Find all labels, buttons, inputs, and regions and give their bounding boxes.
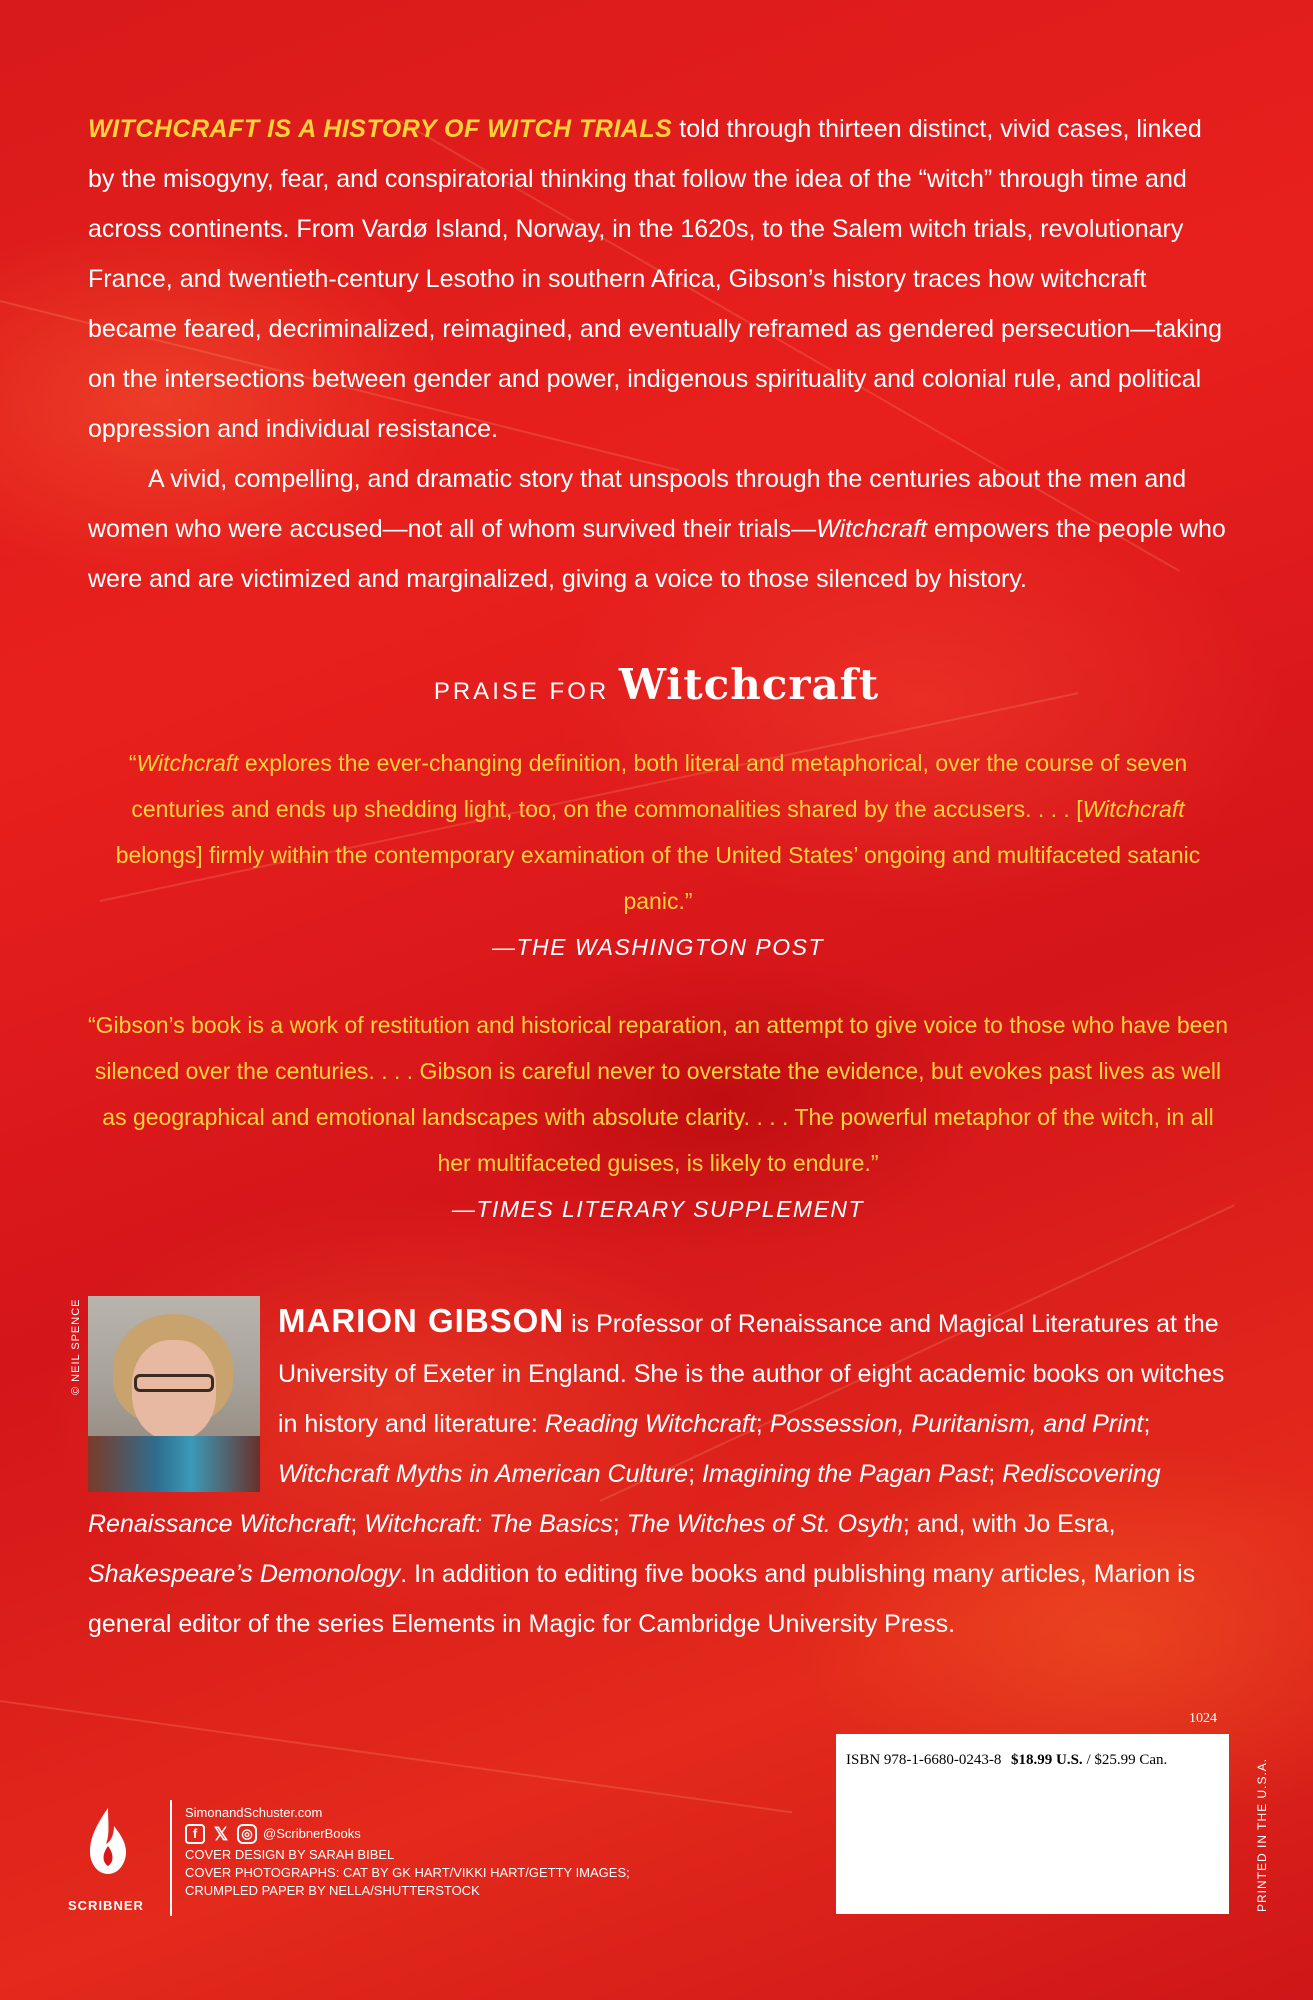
publisher-website[interactable]: SimonandSchuster.com: [185, 1805, 323, 1820]
book-blurb: [88, 104, 1233, 604]
praise-heading: [0, 660, 1313, 709]
scribner-flame-logo-icon: [86, 1806, 130, 1876]
printed-in-usa: PRINTED IN THE U.S.A.: [1255, 1757, 1269, 1912]
review-quote-2: [88, 1002, 1228, 1232]
credit-photos: CRUMPLED PAPER BY NELLA/SHUTTERSTOCK: [185, 1883, 480, 1898]
book-title: Rediscovering Renaissance Witchcraft: [88, 1460, 1161, 1538]
price: [1011, 1752, 1167, 1769]
book-title: Shakespeare’s Demonology: [88, 1560, 401, 1588]
blurb-paragraph-2: [88, 454, 1233, 604]
quote-title: Witchcraft: [1082, 796, 1185, 822]
quote-attribution: —TIMES LITERARY SUPPLEMENT: [451, 1196, 865, 1222]
credit-design: COVER DESIGN BY SARAH BIBEL: [185, 1847, 395, 1862]
review-quote-1: [88, 740, 1228, 970]
isbn: ISBN 978-1-6680-0243-8: [846, 1752, 1002, 1768]
blurb-lead: WITCHCRAFT IS A HISTORY OF WITCH TRIALS: [88, 115, 673, 143]
author-bio: MARION GIBSON is Professor of Renaissance and Magical Literatures at the University of Exeter in England. She is the author of eight academic books on witches in history and literature: Reading Witchcraft; Possession, Puritanism, and Print; Witchcraft Myths in American Culture; Imagining the Pagan Past; Rediscovering Renaissance Witchcraft; Witchcraft: The Basics; The Witches of St. Osyth; and, with Jo Esra, Shakespeare’s Demonology. In addition to editing five books and publishing many articles, Marion is general editor of the series Elements in Magic for Cambridge University Press.: [88, 1302, 1225, 1638]
book-title: Witchcraft Myths in American Culture: [278, 1460, 689, 1488]
quote-text: “Witchcraft explores the ever-changing definition, both literal and metaphorical, over the course of seven centuries and ends up shedding light, too, on the commonalities shared by the accusers. . . . [Witchcraft belongs] firmly within the contemporary examination of the United States’ ongoing and multifaceted satanic panic.”: [115, 750, 1201, 914]
quote-attribution: —THE WASHINGTON POST: [491, 934, 824, 960]
author-name: MARION GIBSON: [278, 1302, 565, 1339]
blurb-title: Witchcraft: [816, 515, 927, 543]
blurb-text: empowers the people who were and are victimized and marginalized, giving a voice to those silenced by history.: [88, 515, 1226, 593]
praise-label: PRAISE FOR: [433, 678, 610, 705]
credit-photos: COVER PHOTOGRAPHS: CAT BY GK HART/VIKKI HART/GETTY IMAGES;: [185, 1865, 630, 1880]
quote-title: Witchcraft: [136, 750, 239, 776]
blurb-text: told through thirteen distinct, vivid cases, linked by the misogyny, fear, and conspiratorial thinking that follow the idea of the “witch” through time and across continents. From Vardø Island, Norway, in the 1620s, to the Salem witch trials, revolutionary France, and twentieth-century Lesotho in southern Africa, Gibson’s history traces how witchcraft became feared, decriminalized, reimagined, and eventually reframed as gendered persecution—taking on the intersections between gender and power, indigenous spirituality and colonial rule, and political oppression and individual resistance.: [88, 115, 1222, 443]
barcode-box: [836, 1734, 1229, 1914]
paper-crease: [0, 1700, 792, 1813]
social-row: [185, 1822, 630, 1846]
book-title: The Witches of St. Osyth: [626, 1510, 903, 1538]
book-title: Reading Witchcraft: [544, 1410, 756, 1438]
price-us: $18.99 U.S.: [1011, 1752, 1083, 1768]
x-icon[interactable]: 𝕏: [213, 1824, 229, 1844]
praise-title: Witchcraft: [618, 660, 880, 709]
blurb-text: A vivid, compelling, and dramatic story that unspools through the centuries about the men and women who were accused—not all of whom survived their trials—: [88, 465, 1187, 543]
price-code: 1024: [1189, 1711, 1217, 1726]
publisher-credits: [185, 1804, 630, 1900]
price-can: / $25.99 Can.: [1082, 1752, 1168, 1768]
book-title: Witchcraft: The Basics: [364, 1510, 613, 1538]
quote-text: “Gibson’s book is a work of restitution and historical reparation, an attempt to give voice to those who have been silenced over the centuries. . . . Gibson is careful never to overstate the evidence, but evokes past lives as well as geographical and emotional landscapes with absolute clarity. . . . The powerful metaphor of the witch, in all her multifaceted guises, is likely to endure.”: [88, 1012, 1228, 1176]
facebook-icon[interactable]: f: [185, 1824, 205, 1844]
book-title: Imagining the Pagan Past: [701, 1460, 989, 1488]
blurb-paragraph-1: [88, 104, 1233, 454]
photo-credit: © NEIL SPENCE: [70, 1298, 82, 1395]
scribner-logo-label: SCRIBNER: [68, 1898, 144, 1913]
social-handle[interactable]: @ScribnerBooks: [263, 1826, 361, 1841]
divider: [170, 1800, 172, 1916]
book-title: Possession, Puritanism, and Print: [769, 1410, 1144, 1438]
instagram-icon[interactable]: ◎: [237, 1824, 257, 1844]
